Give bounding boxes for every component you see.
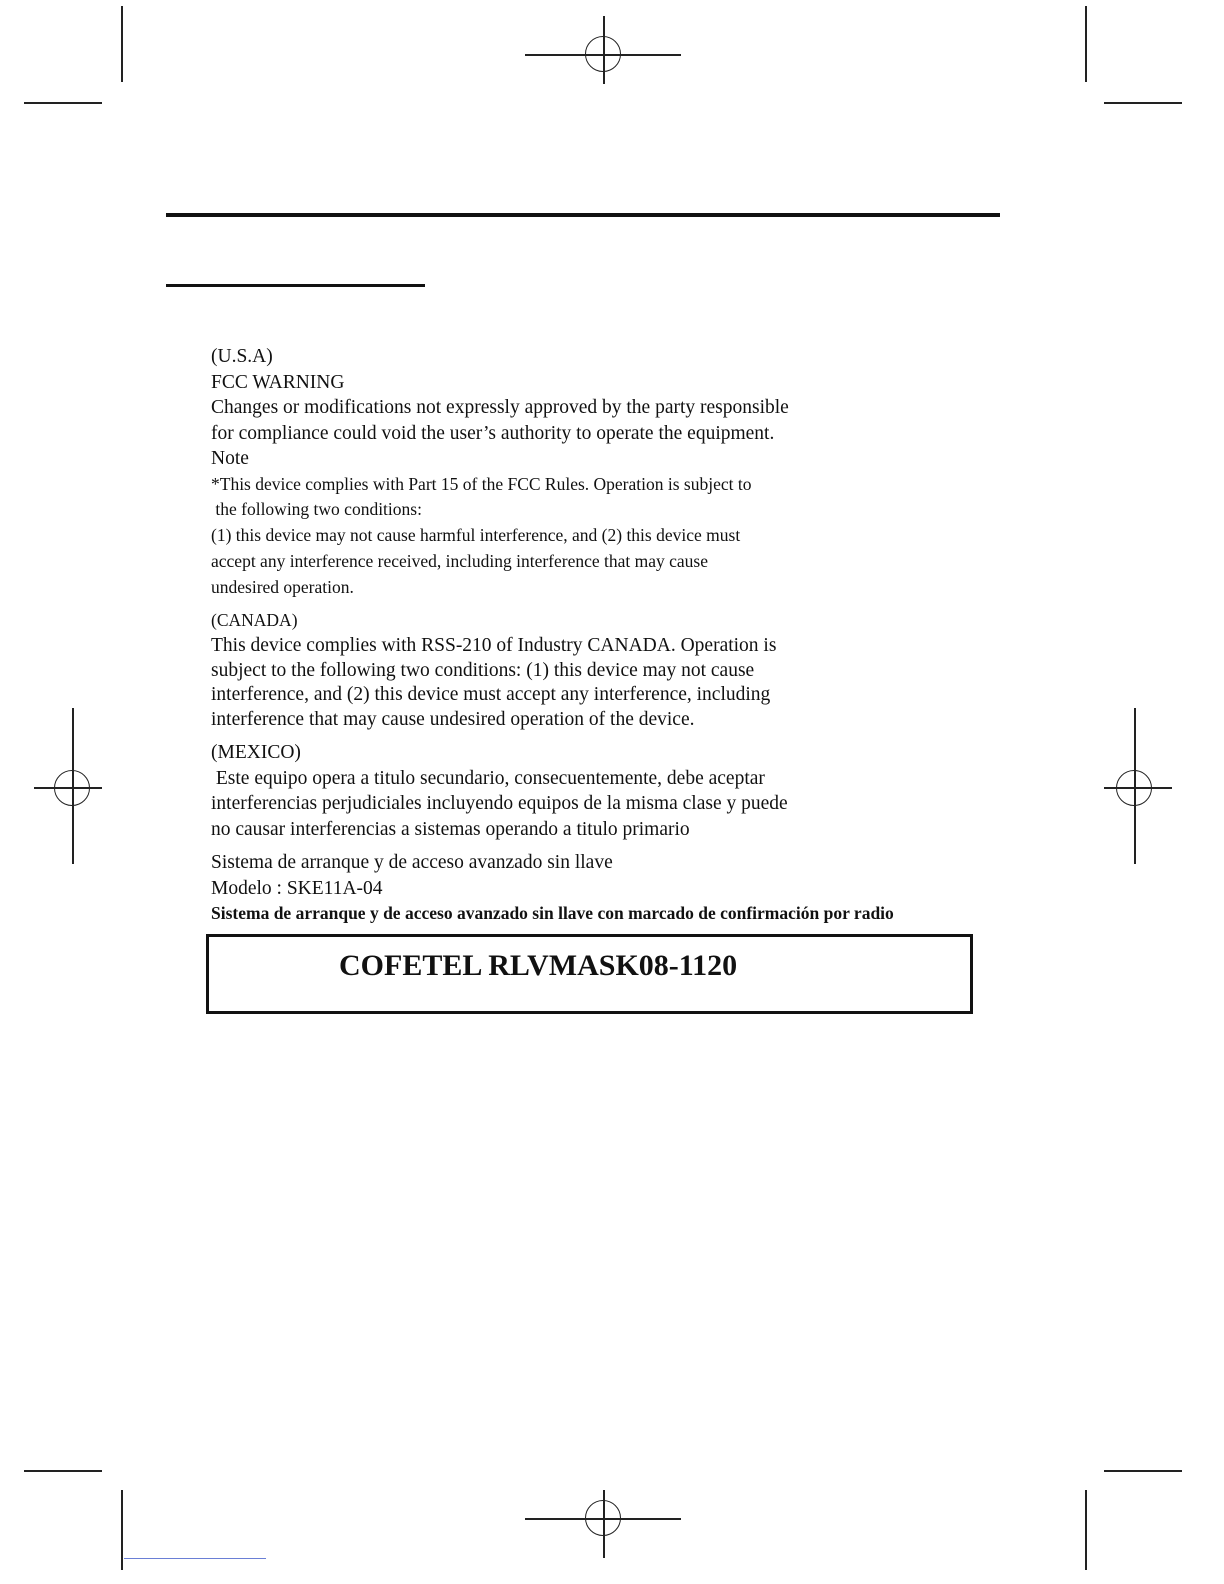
mexico-line: interferencias perjudiciales incluyendo equipos de la misma clase y puede — [211, 793, 788, 815]
fcc-warning-line: for compliance could void the user’s authority to operate the equipment. — [211, 422, 775, 444]
note-line: accept any interference received, including interference that may cause — [211, 550, 709, 571]
mexico-section — [211, 740, 991, 925]
note-line: undesired operation. — [211, 576, 354, 597]
header-rule — [166, 213, 1000, 217]
system-description-bold: Sistema de arranque y de acceso avanzado sin llave con marcado de confirmación por radio — [211, 903, 894, 924]
usa-heading: (U.S.A) — [211, 346, 273, 367]
model-number: Modelo : SKE11A-04 — [211, 877, 383, 899]
usa-section — [211, 344, 991, 600]
note-line: (1) this device may not cause harmful interference, and (2) this device must — [211, 525, 741, 546]
mexico-line: no causar interferencias a sistemas operando a titulo primario — [211, 818, 690, 840]
mexico-line: Este equipo opera a titulo secundario, consecuentemente, debe aceptar — [211, 767, 765, 789]
cofetel-code: COFETEL RLVMASK08-1120 — [339, 949, 738, 982]
note-line: the following two conditions: — [211, 499, 422, 520]
regulatory-content — [211, 344, 991, 925]
note-line: *This device complies with Part 15 of the FCC Rules. Operation is subject to — [211, 473, 752, 494]
mexico-heading: (MEXICO) — [211, 742, 301, 764]
canada-line: interference, and (2) this device must accept any interference, including — [211, 684, 771, 706]
note-title: Note — [211, 448, 249, 469]
canada-heading: (CANADA) — [211, 610, 298, 631]
cofetel-box — [206, 934, 973, 1014]
canada-line: This device complies with RSS-210 of Industry CANADA. Operation is — [211, 635, 777, 657]
fcc-warning-line: Changes or modifications not expressly approved by the party responsible — [211, 397, 789, 418]
section-rule — [166, 284, 425, 287]
system-name: Sistema de arranque y de acceso avanzado sin llave — [211, 852, 613, 874]
footer-link-line — [124, 1558, 266, 1559]
canada-section — [211, 608, 991, 732]
fcc-warning-title: FCC WARNING — [211, 371, 345, 393]
canada-line: interference that may cause undesired operation of the device. — [211, 708, 695, 730]
canada-line: subject to the following two conditions: (1) this device may not cause — [211, 659, 755, 681]
